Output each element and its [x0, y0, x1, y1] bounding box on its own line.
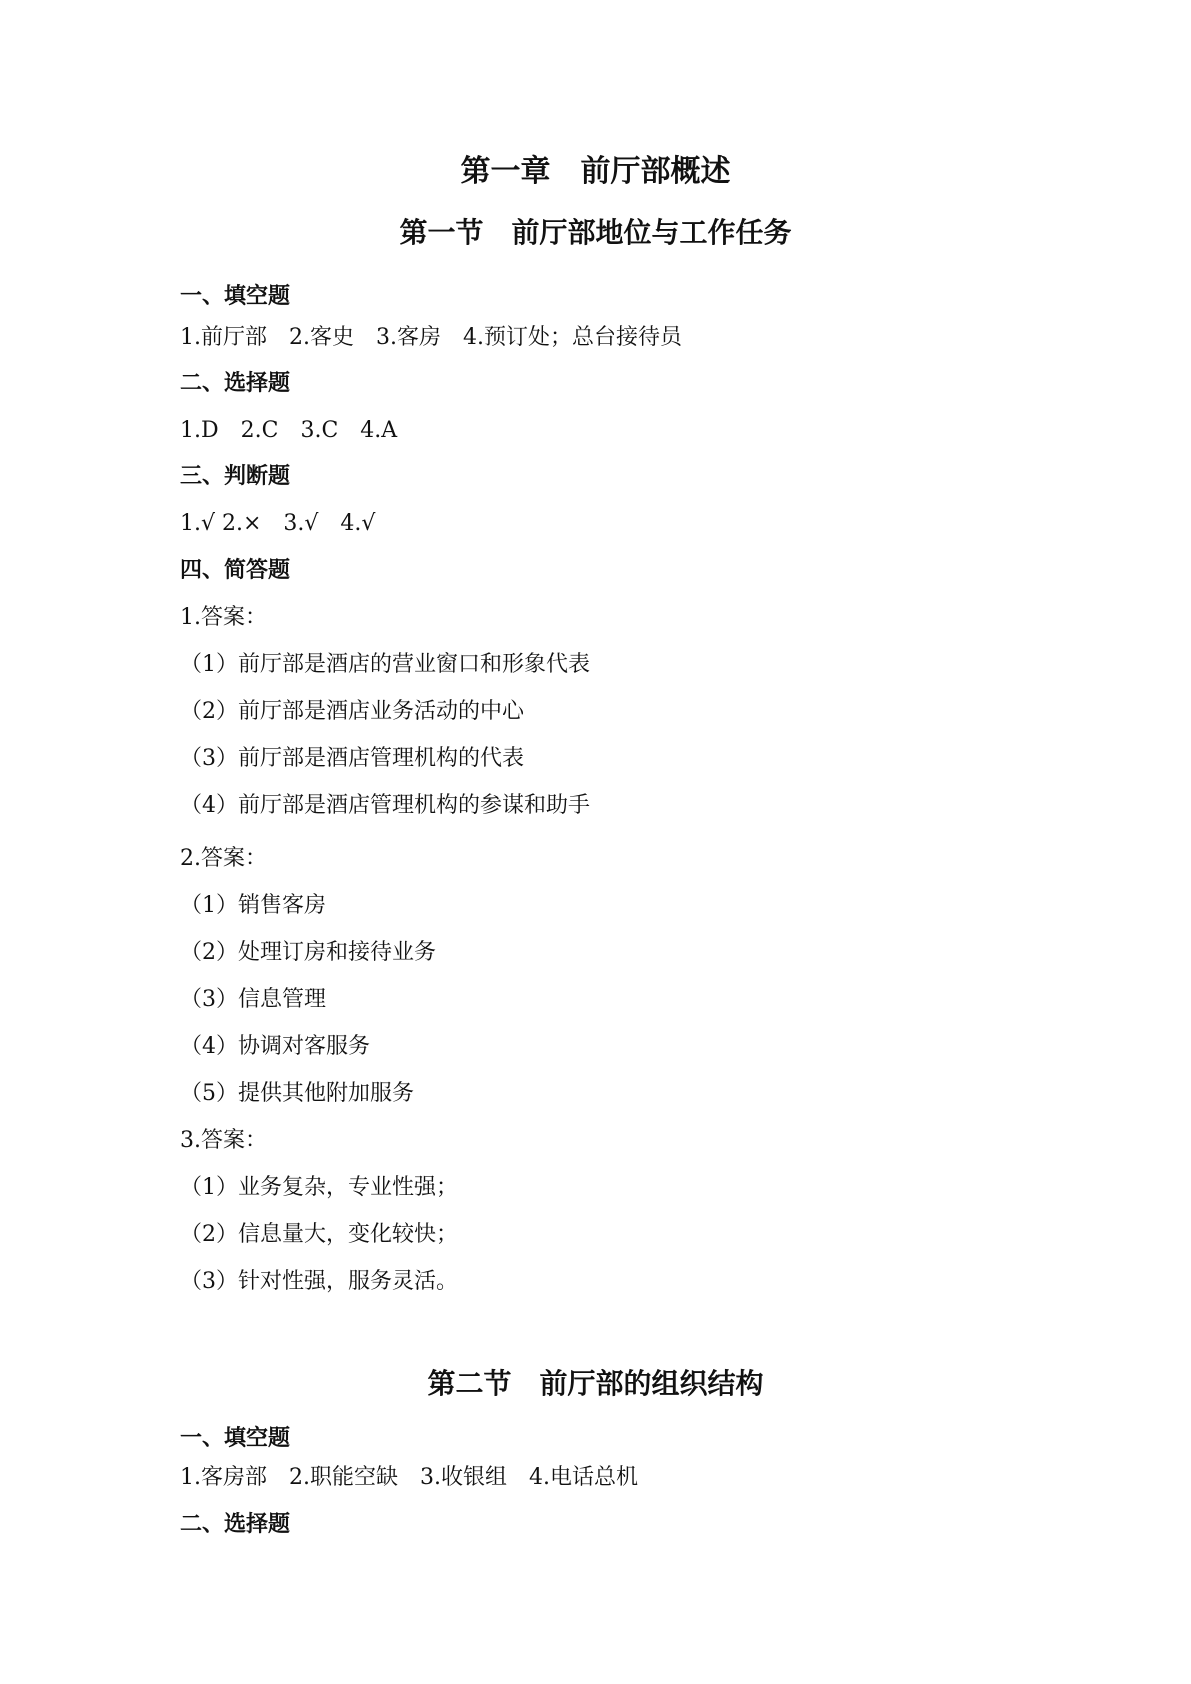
section2-title: 第二节 前厅部的组织结构 [427, 1367, 764, 1400]
s1-fill-blank-heading: 一、填空题 [180, 284, 291, 309]
q1-item: （2）前厅部是酒店业务活动的中心 [180, 699, 524, 724]
q2-label: 2.答案： [180, 846, 267, 871]
s1-short-answer-heading: 四、简答题 [180, 558, 291, 583]
s2-fill-blank-answers: 1.客房部 2.职能空缺 3.收银组 4.电话总机 [180, 1465, 638, 1490]
q2-item: （5）提供其他附加服务 [180, 1081, 414, 1106]
q1-item: （3）前厅部是酒店管理机构的代表 [180, 746, 524, 771]
s2-fill-blank-heading: 一、填空题 [180, 1426, 291, 1451]
q1-label: 1.答案： [180, 605, 267, 630]
s1-true-false-answers: 1.√ 2.× 3.√ 4.√ [180, 511, 376, 536]
s2-choice-heading: 二、选择题 [180, 1512, 291, 1537]
q3-item: （1）业务复杂，专业性强； [180, 1175, 458, 1200]
q1-item: （4）前厅部是酒店管理机构的参谋和助手 [180, 793, 590, 818]
section1-title: 第一节 前厅部地位与工作任务 [399, 216, 792, 249]
chapter-title: 第一章 前厅部概述 [460, 154, 731, 189]
q2-item: （2）处理订房和接待业务 [180, 940, 436, 965]
s1-choice-answers: 1.D 2.C 3.C 4.A [180, 418, 398, 443]
q3-item: （3）针对性强，服务灵活。 [180, 1269, 458, 1294]
s1-fill-blank-answers: 1.前厅部 2.客史 3.客房 4.预订处；总台接待员 [180, 325, 682, 350]
q2-item: （4）协调对客服务 [180, 1034, 370, 1059]
s1-choice-heading: 二、选择题 [180, 371, 291, 396]
q1-item: （1）前厅部是酒店的营业窗口和形象代表 [180, 652, 590, 677]
s1-true-false-heading: 三、判断题 [180, 464, 291, 489]
q2-item: （3）信息管理 [180, 987, 326, 1012]
q3-item: （2）信息量大，变化较快； [180, 1222, 458, 1247]
q2-item: （1）销售客房 [180, 893, 326, 918]
q3-label: 3.答案： [180, 1128, 267, 1153]
